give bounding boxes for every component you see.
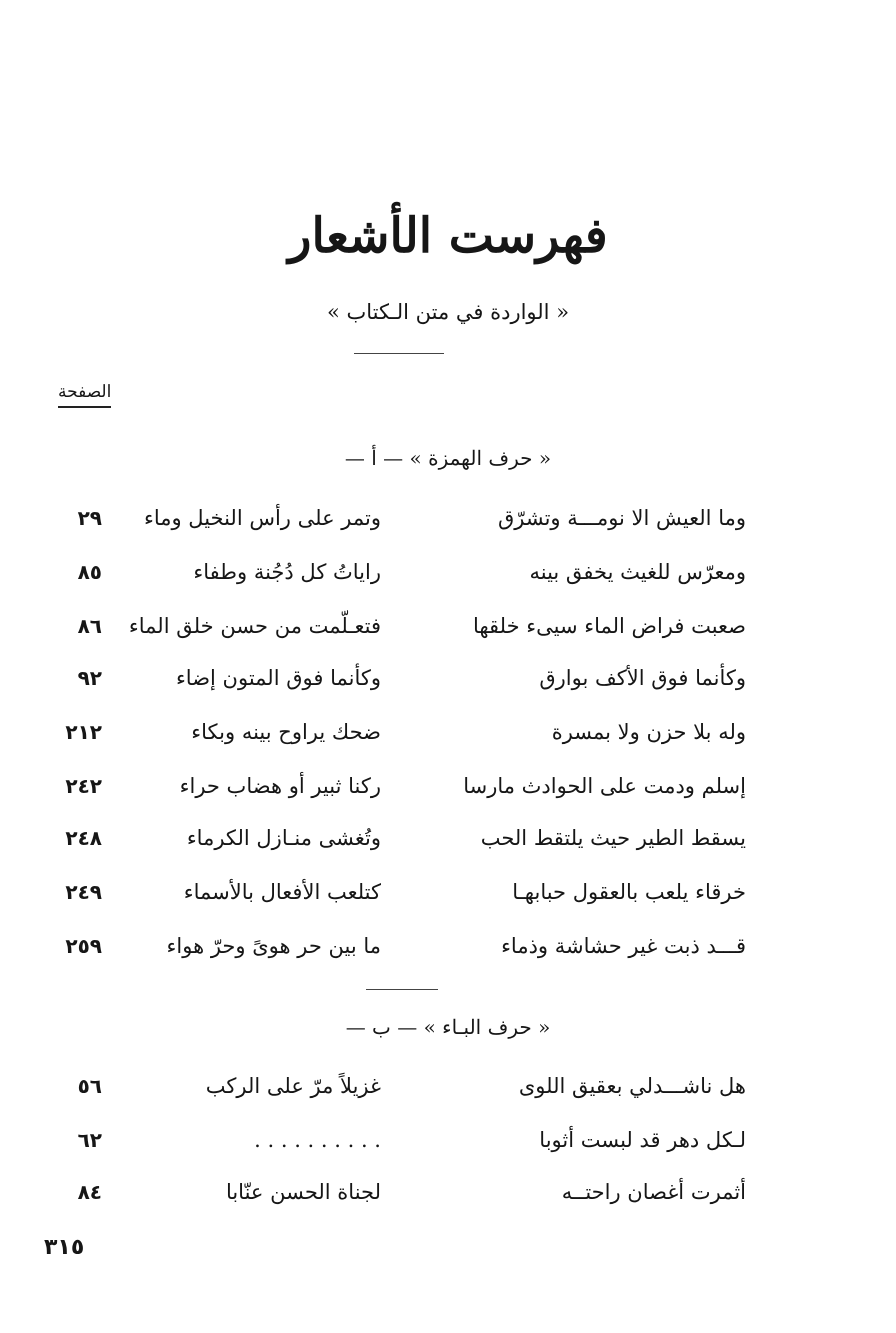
- page-number: ٢٤٩: [65, 880, 102, 904]
- verse-second-hemistich: وكأنما فوق المتون إضاء: [175, 666, 381, 690]
- verse-second-hemistich: كتلعب الأفعال بالأسماء: [183, 880, 381, 904]
- verse-second-hemistich: راياتُ كل دُجُنة وطفاء: [193, 560, 381, 584]
- verse-first-hemistich: هل ناشـــدلي بعقيق اللوى: [518, 1074, 746, 1098]
- page-column-label: الصفحة: [58, 382, 111, 408]
- verse-row: [0, 820, 896, 866]
- page-title: فهرست الأشعار: [288, 208, 608, 264]
- verse-second-hemistich: غزيلاً مرّ على الركب: [205, 1074, 381, 1098]
- verse-second-hemistich: ركنا ثبير أو هضاب حراء: [179, 774, 381, 798]
- page-number: ٢١٢: [65, 720, 102, 744]
- verse-row: [0, 500, 896, 546]
- page-number: ٩٢: [77, 666, 102, 690]
- verse-second-hemistich: لجناة الحسن عنّابا: [225, 1180, 381, 1204]
- page-number: ٢٥٩: [65, 934, 102, 958]
- page-number: ٨٤: [77, 1180, 102, 1204]
- page-number: ٢٩: [77, 506, 102, 530]
- page-number: ٨٥: [77, 560, 102, 584]
- verse-first-hemistich: وله بلا حزن ولا بمسرة: [551, 720, 746, 744]
- verse-second-hemistich: . . . . . . . . . .: [254, 1128, 381, 1152]
- page-number: ٦٢: [77, 1128, 102, 1152]
- page-number: ٢٤٢: [65, 774, 102, 798]
- verse-row: [0, 714, 896, 760]
- verse-row: [0, 660, 896, 706]
- verse-second-hemistich: ما بين حر هوىً وحرّ هواء: [166, 934, 381, 958]
- verse-row: [0, 1068, 896, 1114]
- page-subtitle: « الواردة في متن الـكتاب »: [326, 300, 570, 324]
- verse-row: [0, 768, 896, 814]
- page-number: ٥٦: [77, 1074, 102, 1098]
- verse-first-hemistich: صعبت فراض الماء سيىء خلقها: [472, 614, 746, 638]
- verse-second-hemistich: فتعـلّمت من حسن خلق الماء: [128, 614, 381, 638]
- page-number: ٨٦: [77, 614, 102, 638]
- title-divider: [354, 353, 444, 354]
- verse-row: [0, 608, 896, 654]
- section-divider: [366, 989, 438, 990]
- verse-second-hemistich: ضحك يراوح بينه وبكاء: [191, 720, 381, 744]
- verse-first-hemistich: أثمرت أغصان راحتــه: [561, 1180, 746, 1204]
- verse-row: [0, 928, 896, 974]
- verse-first-hemistich: خرقاء يلعب بالعقول حبابهـا: [512, 880, 746, 904]
- verse-row: [0, 1174, 896, 1220]
- verse-row: [0, 554, 896, 600]
- verse-row: [0, 1122, 896, 1168]
- page-number: ٢٤٨: [65, 826, 102, 850]
- verse-first-hemistich: وما العيش الا نومـــة وتشرّق: [497, 506, 746, 530]
- folio-page-number: ٣١٥: [44, 1235, 85, 1260]
- verse-second-hemistich: وتمر على رأس النخيل وماء: [143, 506, 381, 530]
- verse-row: [0, 874, 896, 920]
- section-heading-baa: « حرف البـاء » — ب —: [345, 1015, 551, 1039]
- verse-first-hemistich: ومعرّس للغيث يخفق بينه: [529, 560, 746, 584]
- verse-first-hemistich: إسلم ودمت على الحوادث مارسا: [463, 774, 746, 798]
- verse-first-hemistich: لـكل دهر قد لبست أثوبا: [539, 1128, 746, 1152]
- verse-second-hemistich: وتُغشى منـازل الكرماء: [186, 826, 381, 850]
- verse-first-hemistich: وكأنما فوق الأكف بوارق: [539, 666, 746, 690]
- verse-first-hemistich: قـــد ذبت غير حشاشة وذماء: [501, 934, 746, 958]
- section-heading-hamza: « حرف الهمزة » — أ —: [344, 446, 552, 470]
- verse-first-hemistich: يسقط الطير حيث يلتقط الحب: [480, 826, 746, 850]
